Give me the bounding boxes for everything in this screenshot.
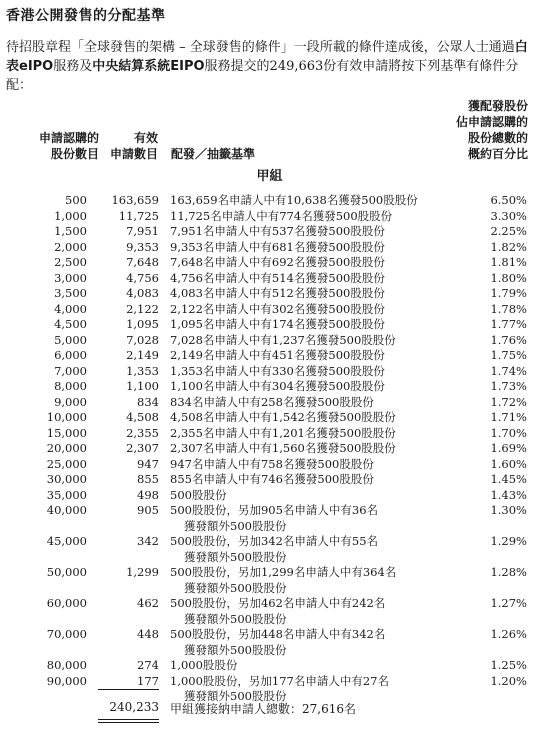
total-rule-bottom-1 [98, 719, 159, 720]
intro-bold-white-form: 白表eIPO [6, 40, 528, 74]
basis-line-1: 500股股份，另加448名申請人中有342名 [170, 627, 386, 641]
table-row [0, 627, 539, 658]
cell-valid-applications: 4,083 [126, 286, 159, 300]
table-row [0, 364, 539, 380]
cell-allotted-percentage: 1.20% [490, 673, 527, 688]
intro-text-3: 服務提交的249,663份有效申請將按下列基準有條件分配： [6, 59, 519, 93]
intro-text-2: 服務及 [53, 59, 93, 74]
cell-shares-applied: 7,000 [54, 363, 87, 378]
table-row [0, 255, 539, 271]
total-valid-applications: 240,233 [109, 700, 159, 714]
cell-allocation-basis [170, 488, 470, 504]
cell-allocation-basis [170, 271, 470, 287]
header-pct-line4: 概約百分比 [467, 147, 528, 161]
cell-shares-applied: 6,000 [54, 348, 87, 362]
cell-allocation-basis [170, 426, 470, 442]
header-allocation-basis: 配發／抽籤基準 [171, 147, 256, 161]
cell-valid-applications: 1,095 [126, 317, 159, 331]
basis-line-1: 834名申請人中有258名獲發500股股份 [170, 394, 374, 409]
cell-allocation-basis [170, 457, 470, 473]
cell-valid-applications: 855 [137, 472, 159, 486]
cell-allotted-percentage: 1.77% [490, 317, 527, 331]
table-row [0, 441, 539, 457]
cell-valid-applications: 1,100 [126, 379, 159, 393]
basis-line-1: 500股股份，另加342名申請人中有55名 [170, 534, 379, 548]
table-row [0, 488, 539, 504]
cell-allotted-percentage: 1.69% [490, 441, 527, 455]
cell-valid-applications: 448 [137, 627, 159, 641]
cell-shares-applied: 1,500 [54, 224, 87, 238]
table-row [0, 503, 539, 534]
table-row [0, 209, 539, 225]
cell-allocation-basis [170, 209, 470, 225]
cell-allocation-basis [170, 193, 470, 209]
basis-line-1: 4,508名申請人中有1,542名獲發500股股份 [170, 410, 396, 424]
cell-shares-applied: 3,500 [54, 286, 87, 300]
table-row [0, 193, 539, 209]
basis-line-1: 947名申請人中有758名獲發500股股份 [170, 456, 374, 471]
cell-allotted-percentage: 2.25% [490, 224, 527, 238]
cell-shares-applied: 30,000 [46, 472, 87, 486]
basis-line-1: 7,028名申請人中有1,237名獲發500股股份 [170, 332, 396, 347]
cell-shares-applied: 70,000 [46, 627, 87, 641]
cell-allocation-basis [170, 395, 470, 411]
header-valid-applications [104, 130, 158, 162]
cell-valid-applications: 163,659 [111, 193, 159, 207]
cell-allotted-percentage: 1.43% [490, 487, 527, 502]
cell-allotted-percentage: 1.29% [490, 534, 527, 548]
table-row [0, 658, 539, 674]
cell-valid-applications: 905 [137, 503, 159, 517]
table-row [0, 379, 539, 395]
allocation-table [0, 193, 539, 705]
table-row [0, 302, 539, 318]
basis-line-1: 9,353名申請人中有681名獲發500股股份 [170, 239, 385, 254]
basis-line-1: 11,725名申請人中有774名獲發500股股份 [170, 208, 393, 223]
table-row [0, 348, 539, 364]
group-label: 甲組 [256, 169, 283, 184]
cell-allotted-percentage: 1.79% [490, 286, 527, 300]
header-shares-line1: 申請認購的 [38, 131, 99, 145]
cell-valid-applications: 834 [137, 394, 159, 409]
cell-allocation-basis [170, 379, 470, 395]
cell-allocation-basis [170, 565, 470, 596]
cell-allocation-basis [170, 658, 470, 674]
cell-allotted-percentage: 1.73% [490, 379, 527, 393]
cell-shares-applied: 5,000 [54, 332, 87, 347]
basis-line-2: 獲發額外500股股份 [184, 518, 287, 533]
cell-shares-applied: 9,000 [54, 394, 87, 409]
basis-line-1: 1,000股股份，另加177名申請人中有27名 [170, 673, 390, 688]
cell-shares-applied: 10,000 [46, 410, 87, 424]
basis-line-1: 2,122名申請人中有302名獲發500股股份 [170, 301, 385, 316]
cell-allotted-percentage: 1.74% [490, 363, 527, 378]
header-pct-line2: 佔申請認購的 [455, 115, 528, 129]
cell-shares-applied: 4,000 [54, 301, 87, 316]
cell-allotted-percentage: 6.50% [490, 193, 527, 207]
cell-valid-applications: 11,725 [118, 208, 159, 223]
basis-line-2: 獲發額外500股股份 [184, 580, 287, 595]
cell-allocation-basis [170, 596, 470, 627]
intro-text-1: 待招股章程「全球發售的架構 – 全球發售的條件」一段所載的條件達成後，公眾人士通過 [6, 40, 515, 55]
cell-shares-applied: 4,500 [54, 317, 87, 331]
cell-valid-applications: 2,122 [126, 301, 159, 316]
cell-allotted-percentage: 1.25% [490, 658, 527, 672]
intro-paragraph [6, 38, 534, 95]
cell-valid-applications: 9,353 [126, 239, 159, 254]
cell-valid-applications: 2,307 [126, 441, 159, 455]
cell-shares-applied: 3,000 [54, 270, 87, 285]
table-row [0, 565, 539, 596]
basis-line-1: 7,648名申請人中有692名獲發500股股份 [170, 255, 385, 269]
table-row [0, 472, 539, 488]
cell-allocation-basis [170, 472, 470, 488]
cell-valid-applications: 2,355 [126, 425, 159, 440]
basis-line-2: 獲發額外500股股份 [184, 611, 287, 626]
cell-valid-applications: 274 [137, 658, 159, 672]
cell-valid-applications: 2,149 [126, 348, 159, 362]
table-row [0, 410, 539, 426]
cell-valid-applications: 498 [137, 487, 159, 502]
cell-shares-applied: 50,000 [46, 565, 87, 579]
cell-shares-applied: 500 [65, 193, 87, 207]
cell-allotted-percentage: 1.75% [490, 348, 527, 362]
cell-allotted-percentage: 1.28% [490, 565, 527, 579]
cell-allotted-percentage: 1.26% [490, 627, 527, 641]
basis-line-2: 獲發額外500股股份 [184, 689, 287, 703]
cell-allocation-basis [170, 627, 470, 658]
cell-allocation-basis [170, 286, 470, 302]
cell-allocation-basis [170, 240, 470, 256]
basis-line-1: 4,083名申請人中有512名獲發500股股份 [170, 286, 385, 300]
header-valid-line1: 有效 [133, 131, 158, 145]
cell-allocation-basis [170, 302, 470, 318]
cell-allocation-basis [170, 317, 470, 333]
intro-bold-ccass: 中央結算系統EIPO [92, 59, 205, 74]
cell-shares-applied: 20,000 [46, 441, 87, 455]
table-row [0, 395, 539, 411]
cell-allotted-percentage: 1.71% [490, 410, 527, 424]
cell-valid-applications: 947 [137, 456, 159, 471]
basis-line-1: 4,756名申請人中有514名獲發500股股份 [170, 270, 385, 285]
cell-allotted-percentage: 1.60% [490, 456, 527, 471]
basis-line-1: 500股股份，另加1,299名申請人中有364名 [170, 565, 397, 579]
cell-shares-applied: 2,500 [54, 255, 87, 269]
basis-line-1: 7,951名申請人中有537名獲發500股股份 [170, 224, 385, 238]
header-pct-line3: 股份總數的 [467, 131, 528, 145]
cell-allocation-basis [170, 364, 470, 380]
cell-shares-applied: 8,000 [54, 379, 87, 393]
total-rule-bottom-2 [98, 722, 159, 723]
basis-line-2: 獲發額外500股股份 [184, 642, 287, 657]
basis-line-1: 500股股份 [170, 487, 227, 502]
basis-line-1: 855名申請人中有746名獲發500股股份 [170, 472, 374, 486]
cell-allocation-basis [170, 224, 470, 240]
cell-allotted-percentage: 3.30% [490, 208, 527, 223]
basis-line-1: 163,659名申請人中有10,638名獲發500股股份 [170, 193, 418, 207]
cell-allocation-basis [170, 333, 470, 349]
cell-valid-applications: 1,353 [126, 363, 159, 378]
cell-shares-applied: 2,000 [54, 239, 87, 254]
cell-allotted-percentage: 1.82% [490, 239, 527, 254]
total-successful-applicants: 甲組獲接納申請人總數：27,616名 [170, 702, 356, 716]
cell-valid-applications: 7,028 [126, 332, 159, 347]
cell-allocation-basis [170, 534, 470, 565]
cell-valid-applications: 1,299 [126, 565, 159, 579]
cell-shares-applied: 35,000 [46, 487, 87, 502]
basis-line-1: 1,095名申請人中有174名獲發500股股份 [170, 317, 385, 331]
basis-line-1: 500股股份，另加905名申請人中有36名 [170, 503, 379, 517]
cell-allotted-percentage: 1.30% [490, 503, 527, 517]
cell-shares-applied: 80,000 [46, 658, 87, 672]
header-valid-line2: 申請數目 [109, 147, 158, 161]
cell-allocation-basis [170, 348, 470, 364]
cell-allotted-percentage: 1.70% [490, 425, 527, 440]
cell-allotted-percentage: 1.27% [490, 596, 527, 610]
header-pct-line1: 獲配發股份 [467, 99, 528, 113]
cell-shares-applied: 1,000 [54, 208, 87, 223]
basis-line-2: 獲發額外500股股份 [184, 549, 287, 564]
cell-valid-applications: 7,951 [126, 224, 159, 238]
cell-valid-applications: 4,508 [126, 410, 159, 424]
table-row [0, 317, 539, 333]
table-row [0, 596, 539, 627]
cell-allotted-percentage: 1.72% [490, 394, 527, 409]
header-shares-applied [17, 130, 99, 162]
table-row [0, 333, 539, 349]
table-row [0, 224, 539, 240]
table-row [0, 240, 539, 256]
cell-shares-applied: 40,000 [46, 503, 87, 517]
cell-valid-applications: 462 [137, 596, 159, 610]
basis-line-1: 2,149名申請人中有451名獲發500股股份 [170, 348, 385, 362]
cell-shares-applied: 15,000 [46, 425, 87, 440]
cell-valid-applications: 342 [137, 534, 159, 548]
total-rule-top [98, 689, 159, 690]
cell-allotted-percentage: 1.81% [490, 255, 527, 269]
basis-line-1: 2,307名申請人中有1,560名獲發500股股份 [170, 441, 396, 455]
table-row [0, 534, 539, 565]
cell-allotted-percentage: 1.78% [490, 301, 527, 316]
cell-allocation-basis [170, 410, 470, 426]
cell-shares-applied: 25,000 [46, 456, 87, 471]
basis-line-1: 1,000股股份 [170, 658, 238, 672]
table-row [0, 457, 539, 473]
basis-line-1: 1,100名申請人中有304名獲發500股股份 [170, 379, 385, 393]
cell-allocation-basis [170, 503, 470, 534]
table-row [0, 426, 539, 442]
table-row [0, 286, 539, 302]
cell-valid-applications: 7,648 [126, 255, 159, 269]
cell-allocation-basis [170, 255, 470, 271]
cell-allotted-percentage: 1.45% [490, 472, 527, 486]
header-allotted-percentage [400, 98, 528, 162]
table-row [0, 271, 539, 287]
cell-shares-applied: 60,000 [46, 596, 87, 610]
basis-line-1: 1,353名申請人中有330名獲發500股股份 [170, 363, 385, 378]
cell-shares-applied: 45,000 [46, 534, 87, 548]
header-shares-line2: 股份數目 [50, 147, 99, 161]
cell-allotted-percentage: 1.80% [490, 270, 527, 285]
cell-valid-applications: 177 [137, 673, 159, 688]
cell-shares-applied: 90,000 [46, 673, 87, 688]
cell-valid-applications: 4,756 [126, 270, 159, 285]
cell-allotted-percentage: 1.76% [490, 332, 527, 347]
section-title: 香港公開發售的分配基準 [6, 8, 166, 24]
basis-line-1: 2,355名申請人中有1,201名獲發500股股份 [170, 425, 396, 440]
cell-allocation-basis [170, 441, 470, 457]
basis-line-1: 500股股份，另加462名申請人中有242名 [170, 596, 386, 610]
